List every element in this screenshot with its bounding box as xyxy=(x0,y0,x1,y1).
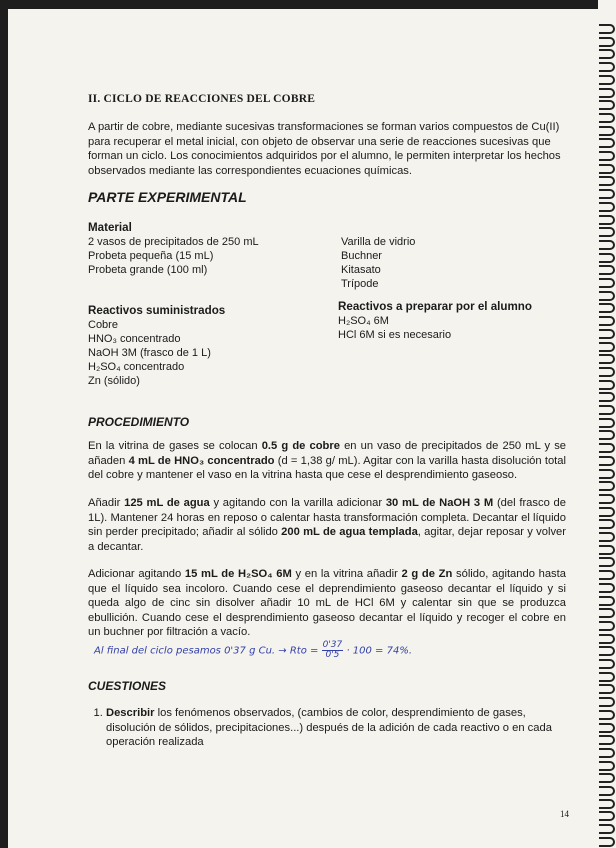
binding-coil xyxy=(599,100,615,110)
binding-coil xyxy=(599,481,615,491)
list-item: Buchner xyxy=(341,250,382,262)
binding-coil xyxy=(599,176,615,186)
binding-coil xyxy=(599,596,615,606)
list-item: Zn (sólido) xyxy=(88,375,140,387)
binding-coil xyxy=(599,723,615,733)
procedure-paragraph-1: En la vitrina de gases se colocan 0.5 g de cobre en un vaso de precipitados de 250 mL y se añaden 4 mL de HNO₃ concentrado (d = 1,38 g/ mL). Agitar con la varilla hasta disolución total del cobre y mantener el vaso en la vitrina hasta que cese el desprendimiento gaseoso. xyxy=(88,440,567,482)
procedure-paragraph-3: Adicionar agitando 15 mL de H₂SO₄ 6M y en la vitrina añadir 2 g de Zn sólido, agitando hasta que el líquido sea incoloro. Cuando cese el deprendimiento gaseoso decantar el líquido y si queda algo de cinc sin disolver añadir 10 mL de HCl 6M y calentar sin que se produzca ebullición. Cuando cese el desprendimiento gaseoso decantar el líquido y recoger el cobre en un buchner por filtración a vacío. xyxy=(88,568,566,639)
binding-coil xyxy=(599,278,615,288)
binding-coil xyxy=(599,392,615,402)
list-item: H₂SO₄ concentrado xyxy=(88,361,185,373)
binding-coil xyxy=(599,164,615,174)
yield-fraction: $\frac{0'37}{0'5}$ xyxy=(322,640,343,660)
binding-coil xyxy=(599,507,615,517)
binding-coil xyxy=(599,126,615,136)
binding-coil xyxy=(599,786,615,796)
page-number: 14 xyxy=(560,809,569,819)
binding-coil xyxy=(599,761,615,771)
binding-coil xyxy=(599,583,615,593)
binding-coil xyxy=(599,748,615,758)
binding-coil xyxy=(599,342,615,352)
binding-coil xyxy=(599,710,615,720)
question-item: 1. Describir los fenómenos observados, (cambios de color, desprendimiento de gases, disolución de sólidos, precipitaciones...) después de la adición de cada reactivo o en cada operación realizada xyxy=(106,706,558,750)
question-list xyxy=(88,706,558,750)
intro-paragraph: A partir de cobre, mediante sucesivas transformaciones se forman varios compuestos de Cu(II) para recuperar el metal inicial, con objeto de observar una serie de reacciones sucesivas que forman un ciclo. Los conocimientos adquiridos por el alumno, le permiten interpretar los hechos observados mediante las correspondientes ecuaciones químicas. xyxy=(88,121,561,177)
binding-coil xyxy=(599,316,615,326)
binding-coil xyxy=(599,443,615,453)
list-item: HNO₃ concentrado xyxy=(88,333,181,345)
procedimiento-heading: PROCEDIMIENTO xyxy=(88,415,190,429)
cuestiones-heading: CUESTIONES xyxy=(88,679,167,693)
reactivos-suministrados-heading: Reactivos suministrados xyxy=(88,304,226,317)
binding-coil xyxy=(599,519,615,529)
binding-coil xyxy=(599,329,615,339)
binding-coil xyxy=(599,151,615,161)
binding-coil xyxy=(599,189,615,199)
binding-coil xyxy=(599,837,615,847)
binding-coil xyxy=(599,49,615,59)
binding-coil xyxy=(599,824,615,834)
binding-coil xyxy=(599,265,615,275)
binding-coil xyxy=(599,672,615,682)
binding-coil xyxy=(599,494,615,504)
list-item: Varilla de vidrio xyxy=(341,236,416,248)
material-heading: Material xyxy=(88,221,132,234)
binding-coil xyxy=(599,88,615,98)
binding-coil xyxy=(599,545,615,555)
binding-coil xyxy=(599,659,615,669)
experimental-heading: PARTE EXPERIMENTAL xyxy=(88,189,247,205)
binding-coil xyxy=(599,811,615,821)
binding-coil xyxy=(599,405,615,415)
binding-coil xyxy=(599,227,615,237)
binding-coil xyxy=(599,456,615,466)
reactivos-preparar-list xyxy=(338,314,451,342)
binding-coil xyxy=(599,62,615,72)
binding-coil xyxy=(599,773,615,783)
binding-coil xyxy=(599,113,615,123)
binding-coil xyxy=(599,75,615,85)
list-item: NaOH 3M (frasco de 1 L) xyxy=(88,347,211,359)
reactivos-preparar-heading: Reactivos a preparar por el alumno xyxy=(338,300,532,313)
binding-coil xyxy=(599,570,615,580)
binding-coil xyxy=(599,418,615,428)
binding-coil xyxy=(599,291,615,301)
list-item: H₂SO₄ 6M xyxy=(338,315,389,327)
binding-coil xyxy=(599,303,615,313)
binding-coil xyxy=(599,799,615,809)
document-page xyxy=(8,9,600,848)
material-left-list xyxy=(88,235,259,277)
binding-coil xyxy=(599,621,615,631)
binding-coil xyxy=(599,202,615,212)
material-right-list xyxy=(341,235,415,291)
list-item: Probeta grande (100 ml) xyxy=(88,264,208,276)
list-item: Probeta pequeña (15 mL) xyxy=(88,250,214,262)
binding-coil xyxy=(599,240,615,250)
binding-coil xyxy=(599,646,615,656)
list-item: Kitasato xyxy=(341,264,381,276)
reactivos-suministrados-list xyxy=(88,318,211,388)
binding-coil xyxy=(599,608,615,618)
binding-coil xyxy=(599,24,615,34)
binding-coil xyxy=(599,684,615,694)
binding-coil xyxy=(599,634,615,644)
list-item: 2 vasos de precipitados de 250 mL xyxy=(88,236,259,248)
section-title: II. CICLO DE REACCIONES DEL COBRE xyxy=(88,93,316,105)
procedure-paragraph-2: Añadir 125 mL de agua y agitando con la varilla adicionar 30 mL de NaOH 3 M (del frasco de 1L). Mantener 24 horas en reposo o calentar hasta transformación completa. Decantar el líquido sin perder precipitado; añadir al sólido 200 mL de agua templada, agitar, dejar reposar y volver a decantar. xyxy=(88,497,567,553)
binding-coil xyxy=(599,37,615,47)
binding-coil xyxy=(599,367,615,377)
binding-coil xyxy=(599,735,615,745)
binding-coil xyxy=(599,354,615,364)
binding-coil xyxy=(599,253,615,263)
binding-coil xyxy=(599,380,615,390)
list-item: Trípode xyxy=(341,278,379,290)
handwritten-note: Al final del ciclo pesamos 0'37 g Cu. → Rto = $\frac{0'37}{0'5}$ · 100 = 74%. xyxy=(94,640,413,660)
list-item: Cobre xyxy=(88,319,118,331)
binding-coil xyxy=(599,532,615,542)
binding-coil xyxy=(599,697,615,707)
spiral-binding xyxy=(598,0,616,848)
binding-coil xyxy=(599,430,615,440)
binding-coil xyxy=(599,138,615,148)
binding-coil xyxy=(599,469,615,479)
binding-coil xyxy=(599,557,615,567)
list-item: HCl 6M si es necesario xyxy=(338,329,452,341)
binding-coil xyxy=(599,215,615,225)
